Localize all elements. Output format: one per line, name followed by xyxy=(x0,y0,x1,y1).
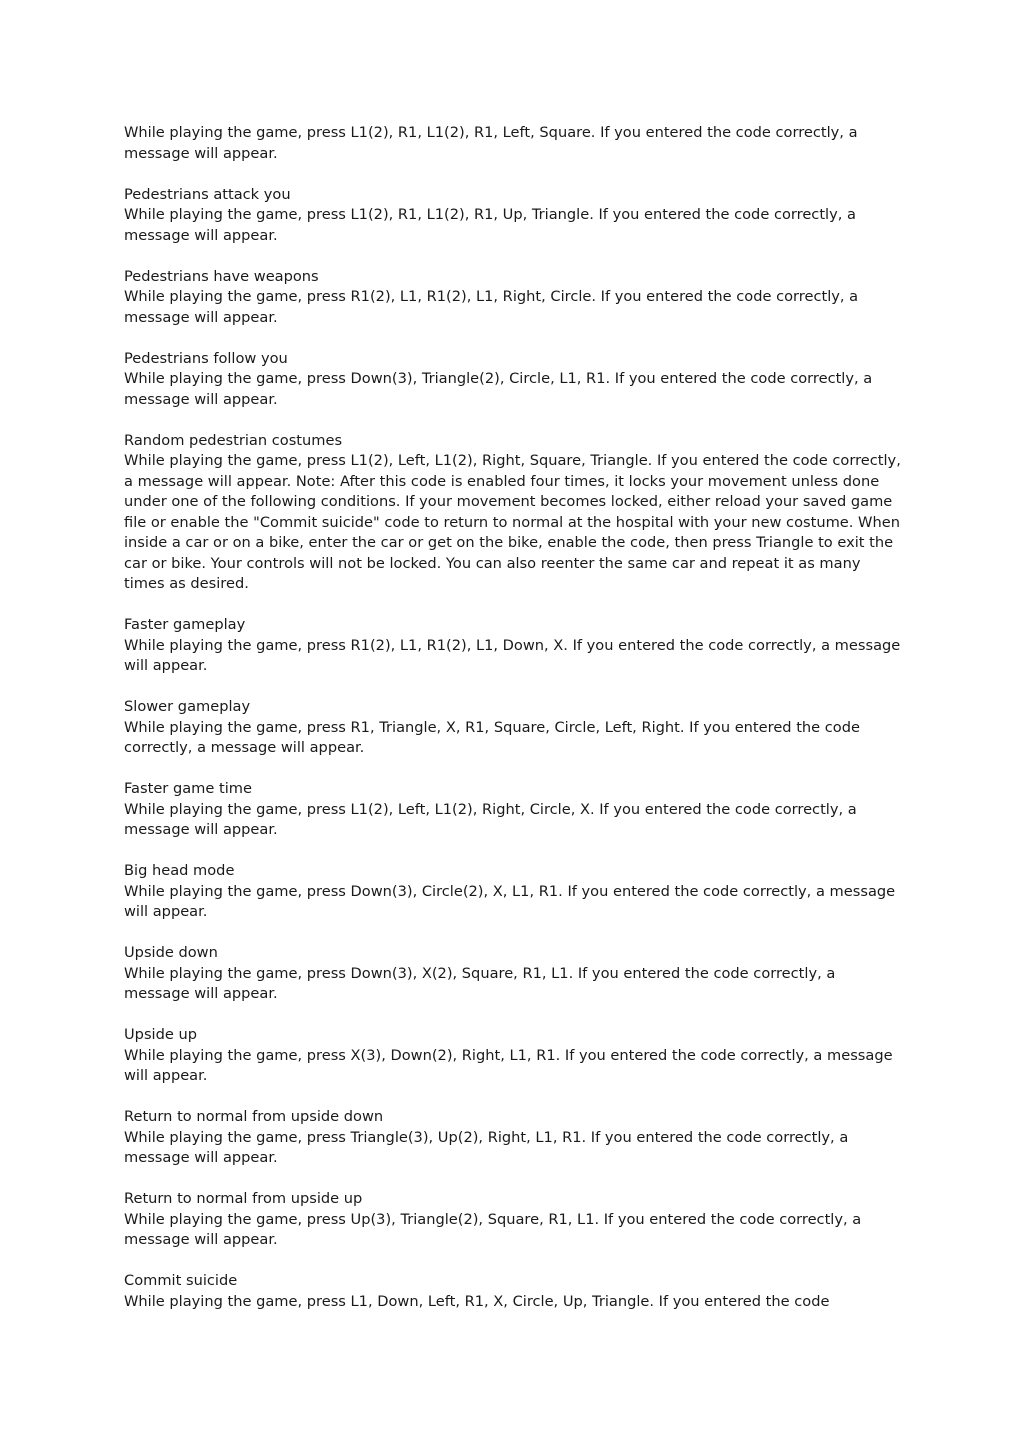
entry-body: While playing the game, press R1, Triangle, X, R1, Square, Circle, Left, Right. If you entered the code correctly, a message will appear. xyxy=(124,718,860,756)
entry-body: While playing the game, press R1(2), L1, R1(2), L1, Down, X. If you entered the code correctly, a message will appear. xyxy=(124,636,901,674)
entry-body: While playing the game, press L1, Down, Left, R1, X, Circle, Up, Triangle. If you entered the code xyxy=(124,1292,830,1310)
entry-title: Return to normal from upside down xyxy=(124,1108,384,1125)
entry-body: While playing the game, press Triangle(3), Up(2), Right, L1, R1. If you entered the code correctly, a message will appear. xyxy=(124,1128,849,1166)
entry-body: While playing the game, press Down(3), Triangle(2), Circle, L1, R1. If you entered the code correctly, a message will appear. xyxy=(124,370,873,408)
cheat-entry-normal-from-upside-down xyxy=(124,1107,904,1169)
entry-body: While playing the game, press X(3), Down(2), Right, L1, R1. If you entered the code correctly, a message will appear. xyxy=(124,1046,893,1084)
entry-body: While playing the game, press L1(2), Left, L1(2), Right, Square, Triangle. If you entered the code correctly, a message will appear. Note: After this code is enabled four times, it locks your movement unless done under one of the following conditions. If your movement becomes locked, either reload your saved game file or enable the "Commit suicide" code to return to normal at the hospital with your new costume. When inside a car or on a bike, enter the car or get on the bike, enable the code, then press Triangle to exit the car or bike. Your controls will not be locked. You can also reenter the same car and repeat it as many times as desired. xyxy=(124,452,901,592)
entry-body: While playing the game, press L1(2), R1, L1(2), R1, Up, Triangle. If you entered the code correctly, a message will appear. xyxy=(124,206,856,244)
cheat-entry-commit-suicide xyxy=(124,1271,904,1312)
entry-body: While playing the game, press R1(2), L1, R1(2), L1, Right, Circle. If you entered the code correctly, a message will appear. xyxy=(124,288,859,326)
entry-title: Random pedestrian costumes xyxy=(124,431,343,449)
cheat-entry-upside-down xyxy=(124,943,904,1005)
entry-title: Faster gameplay xyxy=(124,616,246,633)
cheat-entry-upside-up xyxy=(124,1025,904,1087)
entry-body: While playing the game, press L1(2), R1, L1(2), R1, Left, Square. If you entered the code correctly, a message will appear. xyxy=(124,124,858,162)
entry-title: Upside up xyxy=(124,1026,197,1043)
entry-body: While playing the game, press L1(2), Left, L1(2), Right, Circle, X. If you entered the code correctly, a message will appear. xyxy=(124,800,857,838)
cheat-entry-normal-from-upside-up xyxy=(124,1189,904,1251)
entry-title: Return to normal from upside up xyxy=(124,1190,363,1207)
entry-title: Commit suicide xyxy=(124,1272,238,1289)
cheat-entry-big-head xyxy=(124,861,904,923)
cheat-entry-pedestrians-follow xyxy=(124,349,904,411)
cheat-entry-faster-game-time xyxy=(124,779,904,841)
entry-title: Slower gameplay xyxy=(124,698,251,715)
entry-title: Upside down xyxy=(124,944,218,961)
entry-title: Pedestrians have weapons xyxy=(124,267,319,285)
cheat-entry-pedestrians-attack xyxy=(124,185,904,247)
entry-title: Pedestrians follow you xyxy=(124,349,288,367)
entry-title: Faster game time xyxy=(124,780,252,797)
entry-title: Big head mode xyxy=(124,862,235,879)
entry-title: Pedestrians attack you xyxy=(124,185,291,203)
entry-body: While playing the game, press Up(3), Triangle(2), Square, R1, L1. If you entered the code correctly, a message will appear. xyxy=(124,1210,862,1248)
cheat-entry-faster-gameplay xyxy=(124,615,904,677)
entry-body: While playing the game, press Down(3), X(2), Square, R1, L1. If you entered the code correctly, a message will appear. xyxy=(124,964,836,1002)
cheat-entry-slower-gameplay xyxy=(124,697,904,759)
document-page xyxy=(124,123,904,1333)
cheat-entry-pedestrians-weapons xyxy=(124,267,904,329)
cheat-entry-continued xyxy=(124,123,904,164)
entry-body: While playing the game, press Down(3), Circle(2), X, L1, R1. If you entered the code correctly, a message will appear. xyxy=(124,882,896,920)
cheat-entry-random-costumes xyxy=(124,431,904,595)
